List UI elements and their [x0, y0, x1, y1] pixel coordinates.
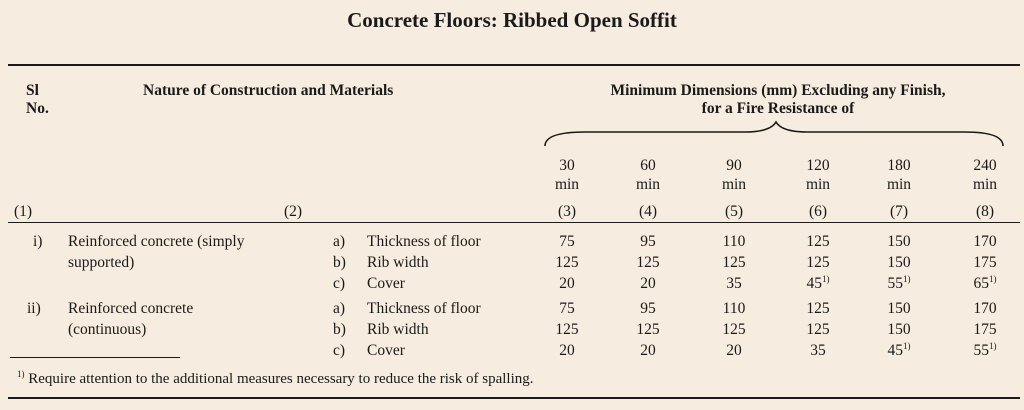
table-cell	[618, 342, 678, 360]
cell-value: 35	[810, 342, 826, 359]
table-cell	[704, 321, 764, 339]
cell-value: 125	[806, 254, 830, 271]
table-cell	[704, 300, 764, 318]
table-cell	[869, 321, 929, 339]
item-letter: c)	[333, 342, 346, 359]
cell-value: 55	[973, 342, 989, 359]
cell-value: 75	[559, 233, 575, 250]
cell-value: 125	[722, 254, 746, 271]
cell-value: 150	[887, 321, 911, 338]
header-nature: Nature of Construction and Materials	[143, 82, 394, 99]
row-nature: Reinforced concrete (simply	[68, 233, 245, 250]
header-dims-line1: Minimum Dimensions (mm) Excluding any Finish,	[610, 82, 946, 99]
cell-value: 20	[559, 342, 575, 359]
table-cell	[704, 342, 764, 360]
footnote-text: Require attention to the additional measures necessary to reduce the risk of spalling.	[28, 371, 534, 387]
item-label: Cover	[367, 342, 405, 359]
table-cell	[788, 233, 848, 251]
column-number: (1)	[14, 203, 33, 220]
duration-value: 30	[559, 157, 575, 174]
column-number: (7)	[889, 203, 909, 220]
column-number: (6)	[808, 203, 828, 220]
duration-unit: min	[805, 176, 831, 193]
row-nature: supported)	[68, 254, 135, 271]
row-sl-no: ii)	[27, 300, 41, 317]
cell-value: 45	[887, 342, 903, 359]
duration-value: 120	[806, 157, 830, 174]
table-cell	[618, 233, 678, 251]
table-cell	[537, 254, 597, 272]
table-cell	[788, 254, 848, 272]
duration-value: 180	[887, 157, 911, 174]
item-letter: b)	[333, 321, 346, 338]
table-cell	[788, 342, 848, 360]
cell-value: 35	[726, 275, 742, 292]
header-sl-line2: No.	[26, 100, 49, 117]
duration-unit: min	[972, 176, 998, 193]
table-cell	[618, 275, 678, 293]
cell-value: 170	[973, 300, 997, 317]
table-cell	[618, 300, 678, 318]
cell-value: 20	[559, 275, 575, 292]
duration-value: 60	[640, 157, 656, 174]
duration-value: 90	[726, 157, 742, 174]
item-label: Thickness of floor	[367, 300, 481, 317]
footnote-ref: 1)	[903, 341, 911, 351]
column-number: (4)	[638, 203, 658, 220]
table-cell	[704, 233, 764, 251]
footnote-ref: 1)	[903, 274, 911, 284]
column-number: (8)	[975, 203, 995, 220]
footnote-mark: 1)	[17, 369, 25, 379]
row-nature: Reinforced concrete	[68, 300, 194, 317]
duration-value: 240	[973, 157, 997, 174]
item-label: Thickness of floor	[367, 233, 481, 250]
duration-unit: min	[886, 176, 912, 193]
column-number: (5)	[724, 203, 744, 220]
duration-unit: min	[554, 176, 580, 193]
cell-value: 95	[640, 233, 656, 250]
table-cell	[537, 342, 597, 360]
table-cell	[788, 321, 848, 339]
duration-unit: min	[721, 176, 747, 193]
row-sl-no: i)	[33, 233, 43, 250]
cell-value: 75	[559, 300, 575, 317]
cell-value: 55	[887, 275, 903, 292]
table-cell	[537, 275, 597, 293]
table-cell	[955, 300, 1015, 318]
column-number: (3)	[557, 203, 577, 220]
table-cell	[869, 342, 929, 360]
cell-value: 170	[973, 233, 997, 250]
cell-value: 125	[722, 321, 746, 338]
table-cell	[955, 342, 1015, 360]
header-min-dimensions	[548, 82, 1008, 118]
table-cell	[618, 254, 678, 272]
cell-value: 125	[636, 321, 660, 338]
header-dims-line2: for a Fire Resistance of	[701, 100, 855, 117]
cell-value: 95	[640, 300, 656, 317]
table-cell	[955, 233, 1015, 251]
cell-value: 125	[555, 321, 579, 338]
cell-value: 150	[887, 300, 911, 317]
table-cell	[869, 300, 929, 318]
table-cell	[537, 321, 597, 339]
item-letter: b)	[333, 254, 346, 271]
header-sl-line1: Sl	[26, 82, 39, 99]
cell-value: 175	[973, 254, 997, 271]
cell-value: 20	[640, 342, 656, 359]
footnote-ref: 1)	[989, 341, 997, 351]
cell-value: 175	[973, 321, 997, 338]
cell-value: 65	[973, 275, 989, 292]
table-title: Concrete Floors: Ribbed Open Soffit	[347, 8, 677, 32]
cell-value: 125	[555, 254, 579, 271]
table-cell	[955, 321, 1015, 339]
table-cell	[869, 233, 929, 251]
table-cell	[788, 275, 848, 293]
column-number: (2)	[284, 203, 303, 220]
header-rule	[8, 222, 1020, 223]
cell-value: 110	[722, 300, 746, 317]
row-nature: (continuous)	[68, 321, 147, 338]
cell-value: 125	[636, 254, 660, 271]
duration-unit: min	[635, 176, 661, 193]
item-letter: a)	[333, 300, 346, 317]
table-cell	[955, 254, 1015, 272]
item-label: Rib width	[367, 321, 429, 338]
item-label: Rib width	[367, 254, 429, 271]
bottom-rule	[8, 397, 1020, 399]
footnote-ref: 1)	[822, 274, 830, 284]
header-sl-no	[26, 82, 49, 118]
cell-value: 125	[806, 233, 830, 250]
cell-value: 20	[640, 275, 656, 292]
short-rule	[10, 357, 180, 358]
item-label: Cover	[367, 275, 405, 292]
table-cell	[618, 321, 678, 339]
table-cell	[869, 275, 929, 293]
cell-value: 150	[887, 233, 911, 250]
cell-value: 125	[806, 321, 830, 338]
table-cell	[537, 233, 597, 251]
item-letter: a)	[333, 233, 346, 250]
cell-value: 125	[806, 300, 830, 317]
cell-value: 110	[722, 233, 746, 250]
cell-value: 20	[726, 342, 742, 359]
footnote	[17, 370, 534, 388]
table-cell	[788, 300, 848, 318]
item-letter: c)	[333, 275, 346, 292]
top-rule	[8, 64, 1020, 66]
table-cell	[704, 254, 764, 272]
header-brace	[0, 118, 1024, 158]
cell-value: 45	[806, 275, 822, 292]
table-cell	[955, 275, 1015, 293]
table-cell	[704, 275, 764, 293]
footnote-ref: 1)	[989, 274, 997, 284]
table-cell	[869, 254, 929, 272]
table-cell	[537, 300, 597, 318]
cell-value: 150	[887, 254, 911, 271]
